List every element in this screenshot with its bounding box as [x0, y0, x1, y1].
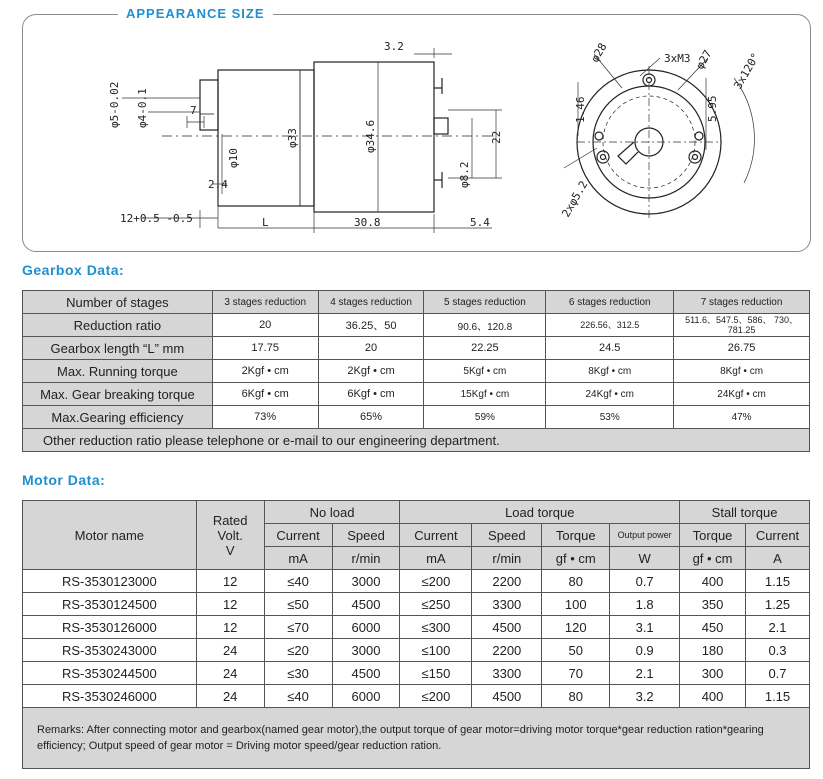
cell: ≤100 — [400, 639, 472, 662]
dim-12: 12+0.5 -0.5 — [120, 212, 193, 225]
motor-name-cell: RS-3530243000 — [23, 639, 197, 662]
volt-label: Volt. — [217, 527, 243, 543]
row-label: Max.Gearing efficiency — [23, 406, 213, 429]
cell: 0.7 — [746, 662, 810, 685]
cell: 3000 — [332, 639, 400, 662]
cell: 1.25 — [746, 593, 810, 616]
cell: ≤200 — [400, 570, 472, 593]
dim-7: 7 — [190, 104, 197, 117]
cell: ≤40 — [264, 570, 332, 593]
table-row — [23, 314, 810, 337]
table-row — [23, 616, 810, 639]
cell: 6000 — [332, 685, 400, 708]
cell: 59% — [424, 406, 546, 429]
cell: 8Kgf • cm — [546, 360, 674, 383]
stages-label: Number of stages — [23, 291, 213, 314]
cell: ≤30 — [264, 662, 332, 685]
cell: 0.3 — [746, 639, 810, 662]
remarks-row — [23, 708, 810, 769]
torque-header: Torque — [542, 524, 610, 547]
unit-ma: mA — [264, 547, 332, 570]
cell: ≤200 — [400, 685, 472, 708]
cell: 24.5 — [546, 337, 674, 360]
cell: 24 — [196, 685, 264, 708]
torque-header: Torque — [680, 524, 746, 547]
current-header: Current — [746, 524, 810, 547]
cell: 450 — [680, 616, 746, 639]
cell: 3000 — [332, 570, 400, 593]
cell: ≤20 — [264, 639, 332, 662]
unit-rmin: r/min — [472, 547, 542, 570]
table-row — [23, 685, 810, 708]
cell: 1.15 — [746, 570, 810, 593]
table-row — [23, 570, 810, 593]
motor-name-cell: RS-3530123000 — [23, 570, 197, 593]
cell: 73% — [212, 406, 318, 429]
rated-label: Rated — [212, 512, 248, 528]
cell: 24Kgf • cm — [546, 383, 674, 406]
cell: 226.56、312.5 — [546, 314, 674, 337]
cell: 53% — [546, 406, 674, 429]
cell: 26.75 — [674, 337, 810, 360]
cell: 120 — [542, 616, 610, 639]
dim-30-8: 30.8 — [354, 216, 381, 229]
cell: 2.1 — [746, 616, 810, 639]
cell: ≤50 — [264, 593, 332, 616]
unit-ma: mA — [400, 547, 472, 570]
cell: 24Kgf • cm — [674, 383, 810, 406]
speed-header: Speed — [332, 524, 400, 547]
dim-5-95: 5.95 — [706, 95, 719, 122]
technical-drawing — [22, 18, 809, 250]
cell: 100 — [542, 593, 610, 616]
cell: 3300 — [472, 662, 542, 685]
motor-title: Motor Data: — [22, 472, 106, 488]
unit-gfcm: gf • cm — [542, 547, 610, 570]
output-power-header: Output power — [610, 524, 680, 547]
dim-33: φ33 — [286, 128, 299, 148]
stage-header: 5 stages reduction — [424, 291, 546, 314]
dim-34-6: φ34.6 — [364, 119, 377, 153]
dim-5-2: 2xφ5.2 — [559, 178, 591, 220]
cell: 50 — [542, 639, 610, 662]
cell: 400 — [680, 570, 746, 593]
motor-name-cell: RS-3530244500 — [23, 662, 197, 685]
table-row — [23, 337, 810, 360]
remarks-text: Remarks: After connecting motor and gearbox(named gear motor),the output torque of gear motor=driving motor torque*gear reduction ration*gearing efficiency; Output speed of gear motor = Driving motor speed/gear reduction ration. — [23, 708, 810, 769]
cell: 3300 — [472, 593, 542, 616]
gearbox-note-row — [23, 429, 810, 452]
current-header: Current — [400, 524, 472, 547]
cell: 4500 — [472, 616, 542, 639]
table-row — [23, 639, 810, 662]
stage-header: 3 stages reduction — [212, 291, 318, 314]
stage-header: 6 stages reduction — [546, 291, 674, 314]
cell: ≤300 — [400, 616, 472, 639]
gearbox-table — [22, 290, 810, 452]
cell: 70 — [542, 662, 610, 685]
dim-m3: 3xM3 — [664, 52, 691, 65]
cell: ≤250 — [400, 593, 472, 616]
cell: 24 — [196, 662, 264, 685]
table-row — [23, 360, 810, 383]
cell: 4500 — [332, 662, 400, 685]
row-label: Gearbox length “L” mm — [23, 337, 213, 360]
unit-a: A — [746, 547, 810, 570]
cell: 6Kgf • cm — [318, 383, 424, 406]
cell: 2200 — [472, 570, 542, 593]
cell: 22.25 — [424, 337, 546, 360]
row-label: Max. Gear breaking torque — [23, 383, 213, 406]
cell: 65% — [318, 406, 424, 429]
rated-volt-header — [196, 501, 264, 570]
cell: 6000 — [332, 616, 400, 639]
cell: 20 — [212, 314, 318, 337]
appearance-title: APPEARANCE SIZE — [118, 6, 273, 21]
cell: 3.2 — [610, 685, 680, 708]
stall-torque-header: Stall torque — [680, 501, 810, 524]
stage-header: 4 stages reduction — [318, 291, 424, 314]
load-torque-header: Load torque — [400, 501, 680, 524]
dim-3-2: 3.2 — [384, 40, 404, 53]
gearbox-title: Gearbox Data: — [22, 262, 125, 278]
cell: 15Kgf • cm — [424, 383, 546, 406]
cell: 300 — [680, 662, 746, 685]
cell: 511.6、547.5、586、 730、781.25 — [674, 314, 810, 337]
cell: 6Kgf • cm — [212, 383, 318, 406]
row-label: Max. Running torque — [23, 360, 213, 383]
cell: 3.1 — [610, 616, 680, 639]
cell: 12 — [196, 570, 264, 593]
cell: 5Kgf • cm — [424, 360, 546, 383]
cell: 1.15 — [746, 685, 810, 708]
cell: 80 — [542, 685, 610, 708]
speed-header: Speed — [472, 524, 542, 547]
dim-8-2: φ8.2 — [458, 161, 471, 188]
table-row — [23, 593, 810, 616]
table-row — [23, 662, 810, 685]
dim-shaft-dia: φ5-0.02 — [108, 81, 121, 128]
cell: 0.7 — [610, 570, 680, 593]
motor-name-header: Motor name — [23, 501, 197, 570]
unit-rmin: r/min — [332, 547, 400, 570]
unit-gfcm: gf • cm — [680, 547, 746, 570]
cell: 350 — [680, 593, 746, 616]
no-load-header: No load — [264, 501, 400, 524]
cell: 4500 — [472, 685, 542, 708]
cell: 47% — [674, 406, 810, 429]
cell: 20 — [318, 337, 424, 360]
dim-5-4: 5.4 — [470, 216, 490, 229]
dim-1-46: 1.46 — [574, 96, 587, 123]
cell: 17.75 — [212, 337, 318, 360]
dim-10: φ10 — [227, 148, 240, 168]
cell: 24 — [196, 639, 264, 662]
row-label: Reduction ratio — [23, 314, 213, 337]
motor-header-row-1 — [23, 501, 810, 524]
cell: 4500 — [332, 593, 400, 616]
dim-2-4: 2.4 — [208, 178, 228, 191]
cell: ≤70 — [264, 616, 332, 639]
motor-name-cell: RS-3530246000 — [23, 685, 197, 708]
dim-120: 3x120° — [731, 50, 763, 92]
cell: 2200 — [472, 639, 542, 662]
cell: 12 — [196, 593, 264, 616]
cell: 90.6、120.8 — [424, 314, 546, 337]
cell: 2Kgf • cm — [212, 360, 318, 383]
cell: 400 — [680, 685, 746, 708]
current-header: Current — [264, 524, 332, 547]
dim-boss-dia: φ4-0.1 — [136, 88, 149, 128]
cell: ≤150 — [400, 662, 472, 685]
motor-name-cell: RS-3530126000 — [23, 616, 197, 639]
gearbox-header-row — [23, 291, 810, 314]
cell: 12 — [196, 616, 264, 639]
motor-name-cell: RS-3530124500 — [23, 593, 197, 616]
unit-w: W — [610, 547, 680, 570]
table-row — [23, 383, 810, 406]
stage-header: 7 stages reduction — [674, 291, 810, 314]
dim-28: φ28 — [588, 40, 610, 65]
dim-27: φ27 — [693, 47, 715, 72]
table-row — [23, 406, 810, 429]
motor-table — [22, 500, 810, 769]
cell: 8Kgf • cm — [674, 360, 810, 383]
dim-L: L — [262, 216, 269, 229]
cell: 2Kgf • cm — [318, 360, 424, 383]
cell: 0.9 — [610, 639, 680, 662]
cell: 180 — [680, 639, 746, 662]
gearbox-note: Other reduction ratio please telephone or e-mail to our engineering department. — [23, 429, 810, 452]
cell: 1.8 — [610, 593, 680, 616]
v-label: V — [225, 542, 235, 558]
cell: 36.25、50 — [318, 314, 424, 337]
dim-22: 22 — [490, 130, 503, 144]
cell: 80 — [542, 570, 610, 593]
cell: 2.1 — [610, 662, 680, 685]
cell: ≤40 — [264, 685, 332, 708]
